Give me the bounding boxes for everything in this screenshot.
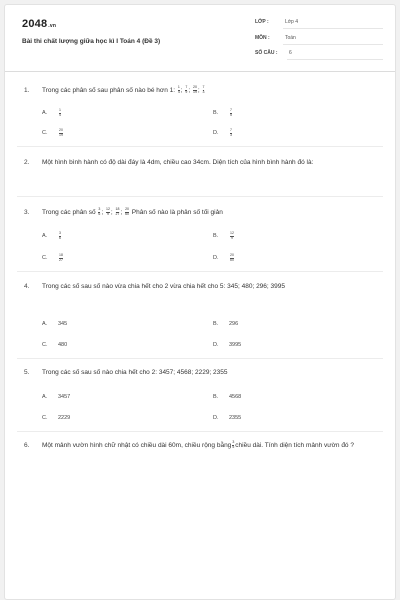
fraction [178,86,180,94]
option-value: 480 [58,342,68,348]
option-label: B. [213,110,219,117]
option-d[interactable] [213,415,241,421]
numerator: 12 [230,231,234,235]
site-logo[interactable] [22,18,56,30]
question-text-content: Trong các phân số [42,209,96,216]
numerator: 3 [59,231,61,235]
fraction [59,109,61,117]
numerator: 7 [230,108,232,112]
numerator: 18 [59,253,63,257]
question-text: Một hình bình hành có độ dài đáy là 4dm, chiều cao 34cm. Diện tích của hình bình hành đó là: [42,159,314,166]
option-label: D. [213,255,219,262]
option-b[interactable] [213,394,241,400]
fraction [106,208,110,216]
denominator: 4 [59,112,61,117]
denominator: 9 [185,89,188,94]
denominator: 5 [232,444,235,449]
option-label: B. [213,394,219,400]
option-label: C. [42,130,48,137]
option-label: B. [213,321,219,327]
meta-line [283,44,383,45]
option-label: D. [213,342,219,348]
question-divider [17,271,383,272]
question-divider [17,358,383,359]
question-text: Trong các phân số $\frac{3}{6}$ ; $\frac{12}{9}$ ; $\frac{18}{27}$ ; $\frac{20}{60}$ Phân số nào là phân số tối giản [42,207,223,216]
denominator: 27 [115,211,120,216]
question-text-content: chiều dài. Tính diện tích mảnh vườn đó ? [235,442,354,449]
header-divider [5,71,395,72]
option-label: D. [213,415,219,421]
option-a[interactable] [42,109,62,117]
fraction [125,208,129,216]
exam-page [4,4,396,600]
fraction [203,86,205,94]
option-c[interactable] [42,342,67,348]
fraction [59,232,61,240]
option-d[interactable] [213,342,241,348]
numerator: 12 [106,207,110,212]
question-text: Trong các số sau số nào chia hết cho 2: 3457; 4568; 2229; 2355 [42,369,228,376]
option-label: A. [42,394,48,400]
option-a[interactable] [42,321,67,327]
meta-count-value: 6 [289,50,292,56]
option-value: 2355 [229,415,242,421]
fraction [230,254,234,262]
option-label: B. [213,233,219,240]
exam-title: Bài thi chất lượng giữa học kì I Toán 4 (Đề 3) [22,38,161,45]
meta-class-key: LỚP : [255,19,269,25]
option-label: C. [42,342,48,348]
option-value: 3457 [58,394,71,400]
question-text-content: Một mảnh vườn hình chữ nhật có chiều dài 60m, chiều rộng bằng [42,442,232,449]
denominator: 60 [230,257,234,262]
fraction [230,232,234,240]
meta-line [287,59,383,60]
denominator: 60 [125,211,129,216]
fraction [230,129,232,137]
option-label: A. [42,110,48,117]
denominator: 6 [98,211,101,216]
numerator: 20 [230,253,234,257]
meta-count-key: SỐ CÂU : [255,50,278,56]
fraction [59,129,63,137]
numerator: 3 [98,207,101,212]
question-divider [17,431,383,432]
denominator: 6 [59,235,61,240]
denominator: 27 [59,257,63,262]
question-text-content: Trong các phân số sau phân số nào bé hơn 1: [42,87,176,94]
option-label: A. [42,321,48,327]
meta-line [283,28,383,29]
numerator: 18 [115,207,120,212]
option-c[interactable] [42,415,70,421]
denominator: 3 [202,89,205,94]
question-number: 3. [24,209,30,216]
denominator: 19 [193,89,197,94]
question-number: 2. [24,159,30,166]
numerator: 1 [59,108,61,112]
question-number: 1. [24,87,30,94]
option-c[interactable] [42,129,64,137]
option-d[interactable] [213,254,235,262]
logo-domain: .vn [48,23,57,29]
option-value: 3995 [229,342,242,348]
denominator: 3 [230,132,232,137]
numerator: 7 [185,85,188,90]
option-b[interactable] [213,109,233,117]
question-number: 5. [24,369,30,376]
denominator: 9 [230,235,233,240]
option-d[interactable] [213,129,233,137]
denominator: 9 [106,211,109,216]
option-value: 2229 [58,415,71,421]
numerator: 20 [125,207,129,212]
option-b[interactable] [213,321,238,327]
question-text: Trong các phân số sau phân số nào bé hơn 1: $\frac{1}{4}$ ; $\frac{7}{9}$ ; $\frac{20}{19}$ ; $\frac{7}{3}$ [42,85,205,94]
question-divider [17,146,383,147]
option-value: 296 [229,321,239,327]
numerator: 20 [59,128,63,132]
option-value: 345 [58,321,68,327]
option-label: D. [213,130,219,137]
option-label: C. [42,415,48,421]
numerator: 7 [202,85,205,90]
question-divider [17,196,383,197]
fraction [116,208,120,216]
logo-text: 2048 [22,18,48,30]
option-value: 4568 [229,394,242,400]
option-a[interactable] [42,394,70,400]
meta-class-value: Lớp 4 [285,19,299,25]
option-label: C. [42,255,48,262]
fraction [185,86,187,94]
option-a[interactable] [42,232,62,240]
numerator: 7 [230,128,232,132]
numerator: 3 [232,440,235,445]
question-text-content: Phân số nào là phân số tối giản [131,209,223,216]
option-b[interactable] [213,232,235,240]
numerator: 1 [177,85,180,90]
option-label: A. [42,233,48,240]
question-text: Trong các số sau số nào vừa chia hết cho 2 vừa chia hết cho 5: 345; 480; 296; 3995 [42,283,285,290]
fraction [59,254,63,262]
denominator: 5 [230,112,232,117]
denominator: 4 [177,89,180,94]
question-text [42,440,373,452]
numerator: 20 [193,85,197,90]
fraction [193,86,197,94]
fraction [230,109,232,117]
meta-subject-value: Toán [285,35,296,41]
denominator: 19 [59,132,63,137]
meta-subject-key: MÔN : [255,35,270,41]
question-number: 6. [24,442,30,449]
fraction [98,208,100,216]
option-c[interactable] [42,254,64,262]
fraction [232,441,234,449]
question-number: 4. [24,283,30,290]
exam-header [5,5,395,71]
